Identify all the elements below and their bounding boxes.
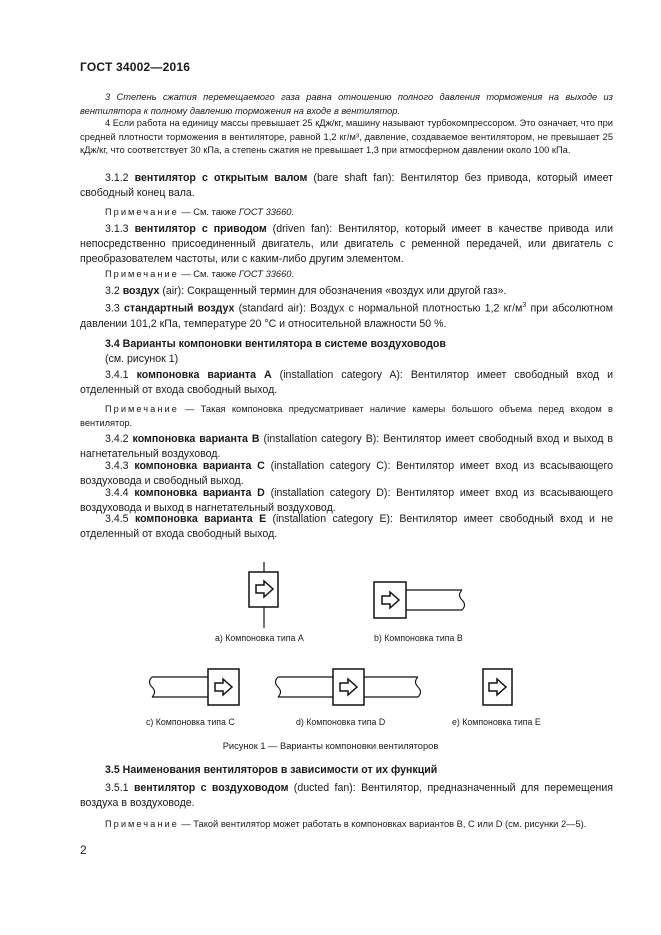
note-text: — Такой вентилятор может работать в компоновках вариантов B, C или D (см. рисунки 2—5). bbox=[178, 819, 587, 829]
note-3: 3 Степень сжатия перемещаемого газа равна отношению полного давления торможения на выходе из вентилятора к полному давлению торможения на входе в вентилятор. bbox=[80, 92, 613, 116]
note-label: Примечание bbox=[105, 404, 179, 414]
term: компоновка варианта A bbox=[136, 369, 272, 381]
diagram-type-d bbox=[276, 669, 421, 705]
standard-reference: ГОСТ 33660 bbox=[238, 207, 292, 217]
definition: (bare shaft fan): Вентилятор без привода, который имеет свободный конец вала. bbox=[80, 172, 613, 199]
clause-number: 3.4.3 bbox=[105, 460, 129, 472]
note-text: — Такая компоновка предусматривает наличие камеры большого объема перед входом в вентилятор. bbox=[80, 404, 613, 428]
note-4: 4 Если работа на единицу массы превышает 25 кДж/кг, машину называют турбокомпрессором. Это означает, что при средней плотности торможения в вентиляторе, равной 1,2 кг/м³, давление, создаваемое вентилятором, не превышает 25 кДж/кг, что соответствует 30 кПа, а степень сжатия не превышает 1,3 при атмосферном давлении около 100 кПа. bbox=[80, 118, 613, 155]
section-3-4 bbox=[80, 337, 613, 367]
diagram-type-e bbox=[483, 669, 512, 705]
clause-3-3: 3.3 стандартный воздух (standard air): Воздух с нормальной плотностью 1,2 $кг/м^3$ при абсолютном давлении 101,2 кПа, температуре 20 °C и относительной влажности 50 %. bbox=[80, 302, 613, 330]
clause-3-4-2 bbox=[80, 432, 613, 462]
note-text: — См. также bbox=[178, 207, 239, 217]
clause-3-4-5 bbox=[80, 512, 613, 542]
section-heading: 3.5 Наименования вентиляторов в зависимости от их функций bbox=[105, 764, 438, 776]
clause-3-1-3 bbox=[80, 222, 613, 267]
definition: (air): Сокращенный термин для обозначения «воздух или другой газ». bbox=[159, 285, 507, 297]
definition: (driven fan): Вентилятор, который имеет в качестве привода или непосредственно присоединенный двигатель, или двигатель с ременной передачей, или двигатель с преобразователем частоты, или с каким-либо другим элементом. bbox=[80, 223, 613, 265]
note-3-5-1 bbox=[80, 818, 613, 832]
note-4-block bbox=[80, 117, 613, 158]
caption-type-c: с) Компоновка типа C bbox=[146, 717, 235, 727]
diagram-type-b bbox=[374, 582, 465, 618]
note-3-4-1 bbox=[80, 403, 613, 430]
clause-number: 3.4.4 bbox=[105, 487, 129, 499]
definition: (standard air): Воздух с нормальной плотностью 1,2 кг/м bbox=[234, 302, 523, 315]
section-subheading: (см. рисунок 1) bbox=[105, 353, 179, 365]
standard-reference: ГОСТ 33660 bbox=[238, 269, 292, 279]
clause-number: 3.5.1 bbox=[105, 782, 129, 794]
note-text: — См. также bbox=[178, 269, 239, 279]
diagram-type-a bbox=[249, 562, 278, 628]
clause-number: 3.4.2 bbox=[105, 433, 129, 445]
note-3-block bbox=[80, 91, 613, 118]
figure-title: Рисунок 1 — Варианты компоновки вентиляторов bbox=[222, 741, 439, 751]
section-heading: 3.4 Варианты компоновки вентилятора в системе воздуховодов bbox=[105, 338, 446, 350]
note-label: Примечание bbox=[105, 269, 179, 279]
caption-type-e: е) Компоновка типа E bbox=[452, 717, 541, 727]
term: вентилятор с открытым валом bbox=[134, 172, 308, 184]
definition: (installation category B): Вентилятор имеет свободный вход и выход в нагнетательный воздуховод. bbox=[80, 433, 613, 460]
clause-3-1-2 bbox=[80, 171, 613, 201]
term: компоновка варианта E bbox=[134, 513, 267, 525]
caption-type-b: b) Компоновка типа B bbox=[374, 633, 463, 643]
definition: (installation category D): Вентилятор имеет вход из всасывающего воздуховода и выход в нагнетательный воздуховод. bbox=[80, 487, 613, 514]
term: компоновка варианта D bbox=[134, 487, 265, 499]
clause-number: 3.4.1 bbox=[105, 369, 129, 381]
diagram-type-c bbox=[150, 669, 240, 705]
caption-type-a: а) Компоновка типа A bbox=[215, 633, 304, 643]
term: компоновка варианта C bbox=[134, 460, 265, 472]
clause-3-4-3 bbox=[80, 459, 613, 489]
clause-3-4-1 bbox=[80, 368, 613, 398]
clause-number: 3.2 bbox=[105, 285, 120, 297]
clause-number: 3.4.5 bbox=[105, 513, 129, 525]
term: стандартный воздух bbox=[123, 302, 235, 315]
note-label: Примечание bbox=[105, 207, 179, 217]
section-3-5 bbox=[80, 763, 613, 778]
term: вентилятор с воздуховодом bbox=[133, 782, 289, 794]
definition: (installation category C): Вентилятор имеет вход из всасывающего воздуховода и свободный выход. bbox=[80, 460, 613, 487]
note-3-1-2: Примечание — См. также ГОСТ 33660. bbox=[105, 207, 295, 217]
term: вентилятор с приводом bbox=[134, 223, 267, 235]
document-header: ГОСТ 34002—2016 bbox=[80, 60, 191, 74]
note-label: Примечание bbox=[105, 819, 179, 829]
clause-3-2 bbox=[80, 284, 613, 299]
note-3-1-3: Примечание — См. также ГОСТ 33660. bbox=[105, 269, 295, 279]
clause-number: 3.1.2 bbox=[105, 172, 129, 184]
definition: (installation category A): Вентилятор имеет свободный вход и отделенный от входа свободный выход. bbox=[80, 369, 613, 396]
page-number: 2 bbox=[80, 843, 87, 857]
caption-type-d: d) Компоновка типа D bbox=[296, 717, 386, 727]
term: компоновка варианта B bbox=[132, 433, 260, 445]
clause-number: 3.1.3 bbox=[105, 223, 129, 235]
clause-number: 3.3 bbox=[105, 302, 120, 315]
definition: (ducted fan): Вентилятор, предназначенный для перемещения воздуха в воздуховоде. bbox=[80, 782, 613, 809]
clause-3-5-1 bbox=[80, 781, 613, 811]
definition: (installation category E): Вентилятор имеет свободный вход и не отделенный от входа свободный выход. bbox=[80, 513, 613, 540]
term: воздух bbox=[122, 285, 160, 297]
